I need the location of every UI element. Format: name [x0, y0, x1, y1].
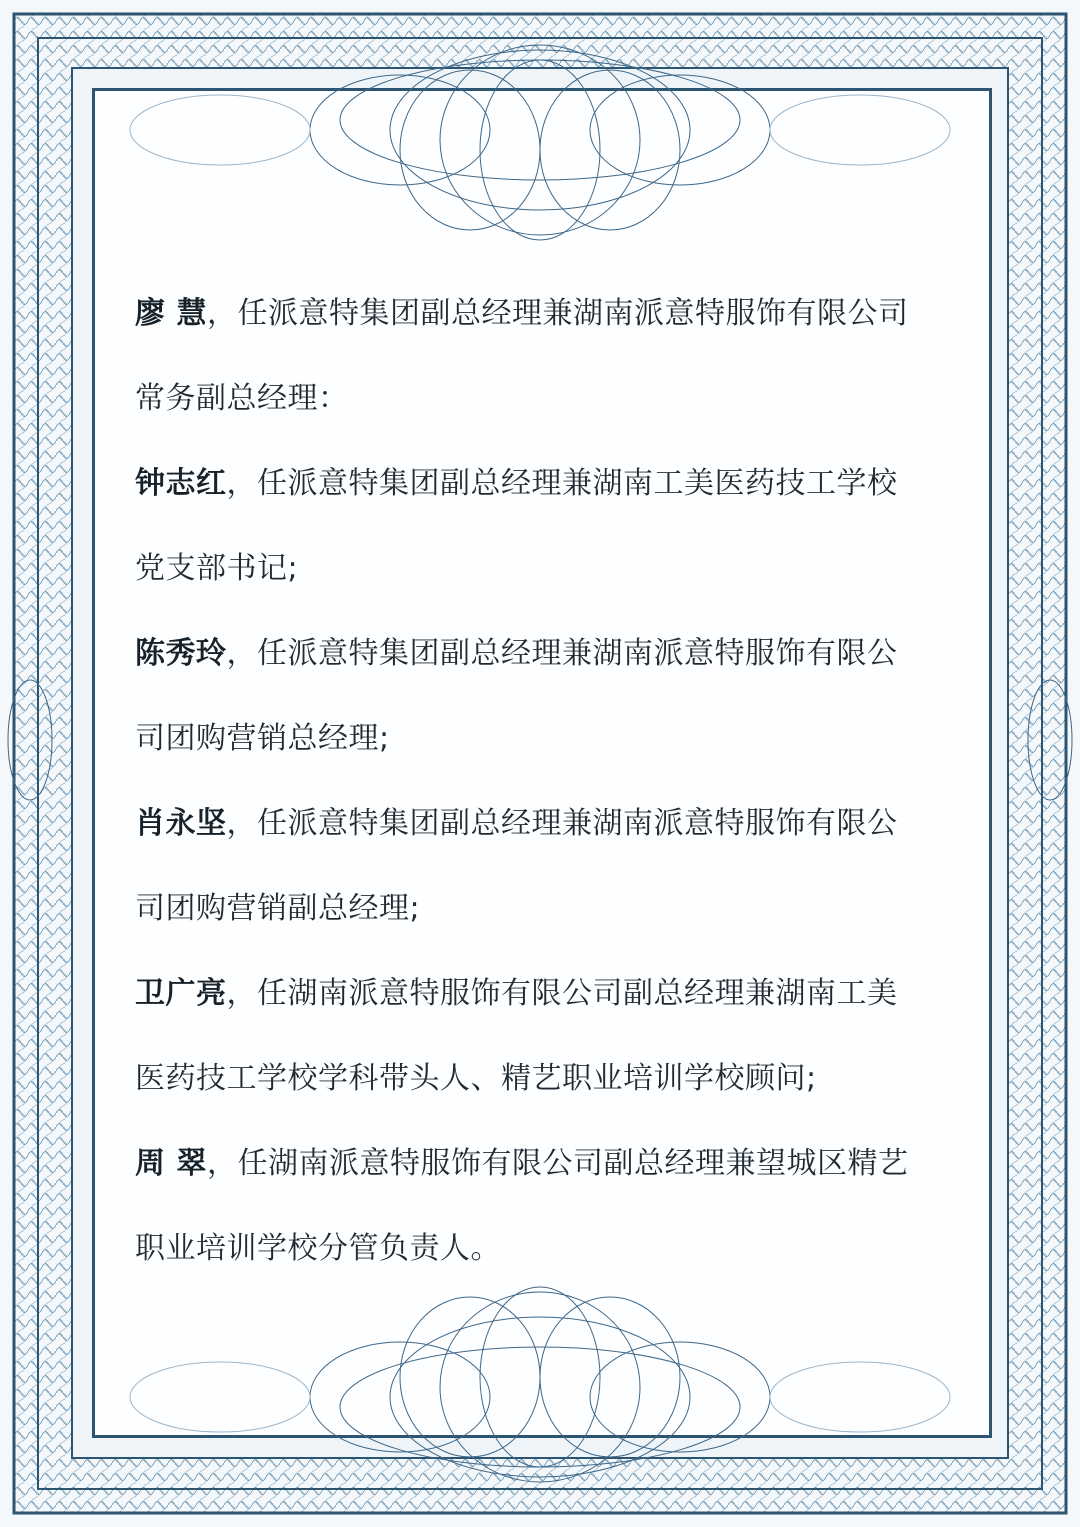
entry-1-line-2: 常务副总经理：: [135, 381, 349, 416]
entry-text: ，任派意特集团副总经理兼湖南派意特服饰有限公司: [206, 296, 909, 331]
person-name: 钟志红: [135, 466, 227, 501]
entry-6-line-1: [135, 1138, 908, 1182]
entry-3-line-1: [135, 628, 898, 672]
entry-4-line-2: 司团购营销副总经理;: [135, 891, 421, 926]
entry-3-line-2: 司团购营销总经理;: [135, 721, 390, 756]
entry-text: ，任湖南派意特服饰有限公司副总经理兼湖南工美: [226, 976, 898, 1011]
entry-6-line-2: 职业培训学校分管负责人。: [135, 1231, 501, 1266]
entry-2-line-2: 党支部书记;: [135, 551, 299, 586]
entry-1-line-1: [135, 288, 908, 332]
entry-5-line-2: 医药技工学校学科带头人、精艺职业培训学校顾问;: [135, 1061, 817, 1096]
entry-text: ，任派意特集团副总经理兼湖南派意特服饰有限公: [226, 806, 898, 841]
person-name: 周 翠: [135, 1146, 207, 1181]
person-name: 肖永坚: [135, 806, 227, 841]
entry-text: ，任湖南派意特服饰有限公司副总经理兼望城区精艺: [206, 1146, 909, 1181]
entry-5-line-1: [135, 968, 898, 1012]
person-name: 陈秀玲: [135, 636, 227, 671]
entry-4-line-1: [135, 798, 898, 842]
entry-text: ，任派意特集团副总经理兼湖南派意特服饰有限公: [226, 636, 898, 671]
person-name: 卫广亮: [135, 976, 227, 1011]
entry-2-line-1: [135, 458, 898, 502]
entry-text: ，任派意特集团副总经理兼湖南工美医药技工学校: [226, 466, 898, 501]
person-name: 廖 慧: [135, 296, 207, 331]
